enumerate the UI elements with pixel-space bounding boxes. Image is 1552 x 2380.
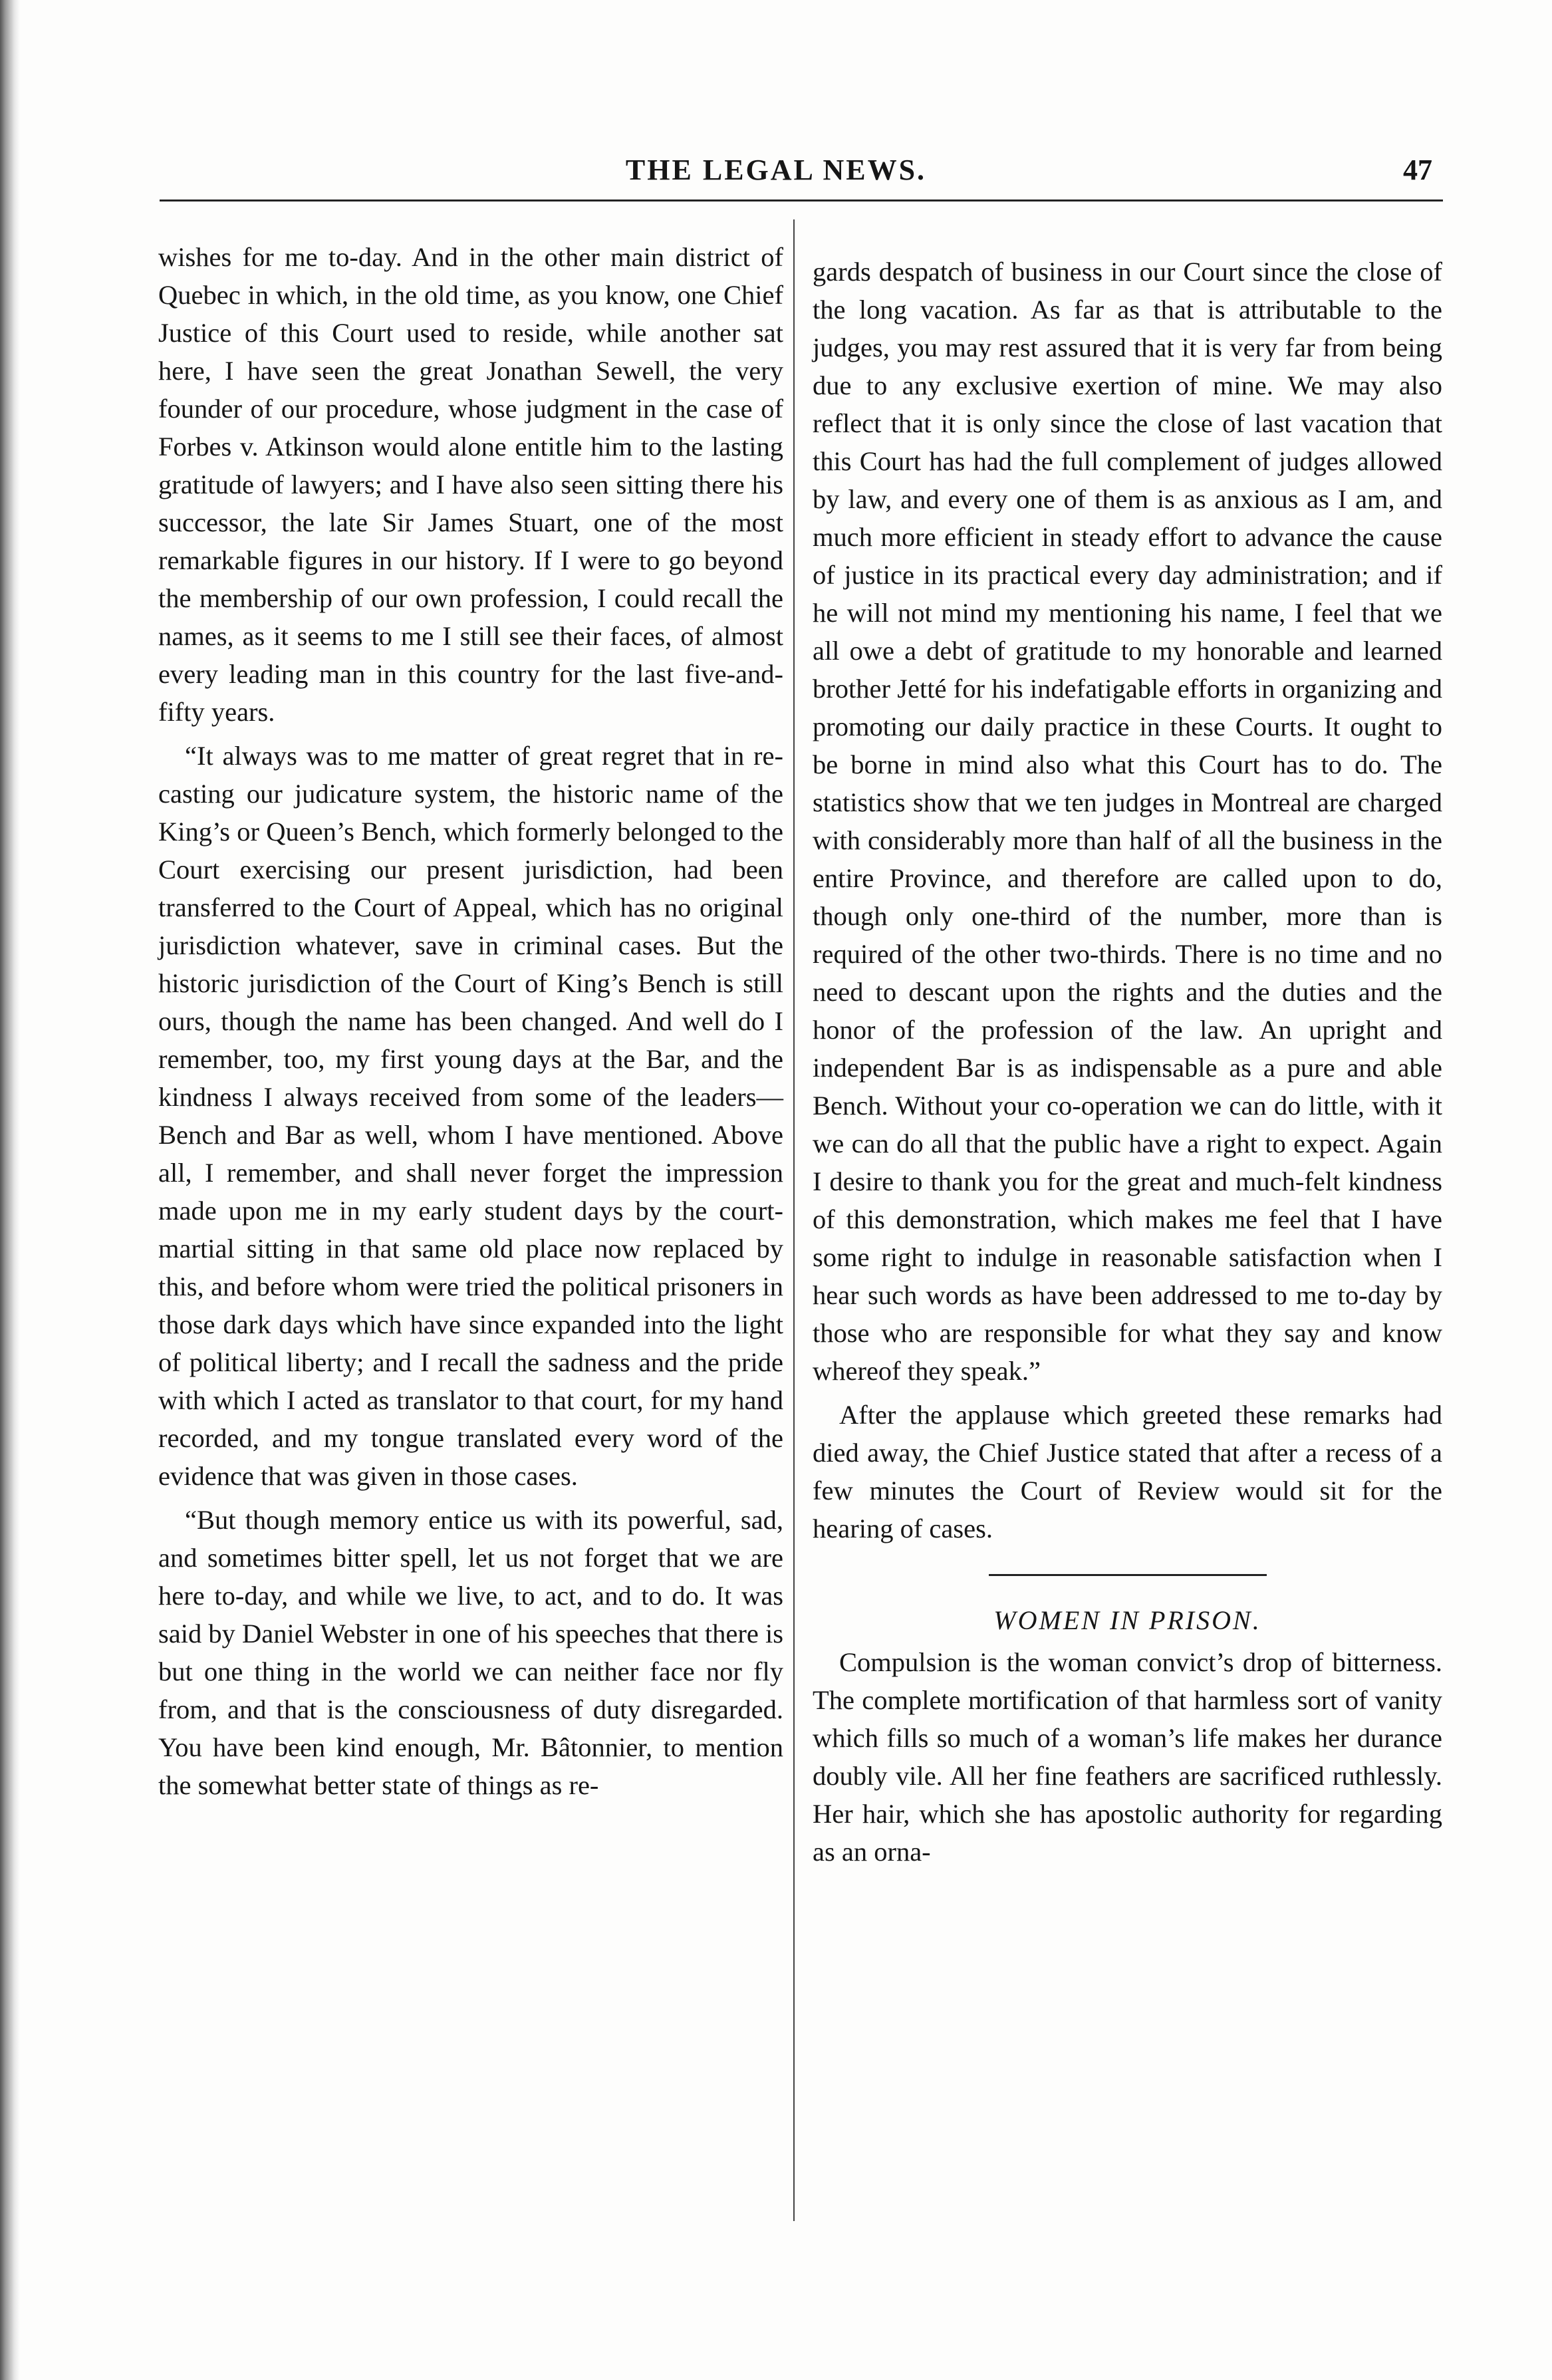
- right-column: [813, 253, 1442, 1877]
- paragraph-continued: wishes for me to-day. And in the other main district of Quebec in which, in the old time, as you know, one Chief Justice of this Court used to reside, while another sat here, I have seen the great Jonathan Sewell, the very founder of our procedure, whose judgment in the case of Forbes v. Atkinson would alone entitle him to the lasting gratitude of lawyers; and I have also seen sitting there his successor, the late Sir James Stuart, one of the most remarkable figures in our history. If I were to go beyond the membership of our own profession, I could recall the names, as it seems to me I still see their faces, of almost every leading man in this country for the last five-and-fifty years.: [158, 242, 783, 727]
- paragraph-applause: After the applause which greeted these remarks had died away, the Chief Justice stated that after a recess of a few minutes the Court of Review would sit for the hearing of cases.: [813, 1400, 1442, 1543]
- journal-title: THE LEGAL NEWS.: [625, 154, 927, 186]
- column-divider: [793, 219, 795, 2221]
- page-edge-shadow: [0, 0, 20, 2380]
- page-number: 47: [1403, 154, 1432, 186]
- paragraph-king-bench: “It always was to me matter of great regret that in re-casting our judicature system, the historic name of the King’s or Queen’s Bench, which formerly belonged to the Court exercising our present jurisdiction, had been transferred to the Court of Appeal, which has no original jurisdiction whatever, save in criminal cases. But the historic jurisdiction of the Court of King’s Bench is still ours, though the name has been changed. And well do I remember, too, my first young days at the Bar, and the kindness I always received from some of the leaders—Bench and Bar as well, whom I have mentioned. Above all, I remember, and shall never forget the impression made upon me in my early student days by the court-martial sitting in that same old place now replaced by this, and before whom were tried the political prisoners in those dark days which have since expanded into the light of political liberty; and I recall the sadness and the pride with which I acted as translator to that court, for my hand recorded, and my tongue translated every word of the evidence that was given in those cases.: [158, 741, 783, 1491]
- paragraph-despatch: gards despatch of business in our Court since the close of the long vacation. As far as that is attributable to the judges, you may rest assured that it is very far from being due to any exclusive exertion of mine. We may also reflect that it is only since the close of last vacation that this Court has had the full complement of judges allowed by law, and every one of them is as anxious as I am, and much more efficient in steady effort to advance the cause of justice in its practical every day administration; and if he will not mind my mentioning his name, I feel that we all owe a debt of gratitude to my honorable and learned brother Jetté for his indefatigable efforts in organizing and promoting our daily practice in these Courts. It ought to be borne in mind also what this Court has to do. The statistics show that we ten judges in Montreal are charged with considerably more than half of all the business in the entire Province, and therefore are called upon to do, though only one-third of the number, more than is required of the other two-thirds. There is no time and no need to descant upon the rights and the duties and the honor of the profession of the law. An upright and independent Bar is as indispensable as a pure and able Bench. Without your co-operation we can do little, with it we can do all that the public have a right to expect. Again I desire to thank you for the great and much-felt kindness of this demonstration, which makes me feel that I have some right to indulge in reasonable satisfaction when I hear such words as have been addressed to me to-day by those who are responsible for what they say and know whereof they speak.”: [813, 257, 1442, 1386]
- paragraph-memory: “But though memory entice us with its powerful, sad, and sometimes bitter spell, let us not forget that we are here to-day, and while we live, to act, and to do. It was said by Daniel Webster in one of his speeches that there is but one thing in the world we can neither face nor fly from, and that is the consciousness of duty disregarded. You have been kind enough, Mr. Bâtonnier, to mention the somewhat better state of things as re-: [158, 1505, 783, 1800]
- section-rule: [989, 1574, 1267, 1576]
- section-title: WOMEN IN PRISON.: [993, 1605, 1261, 1635]
- paragraph-compulsion: Compulsion is the woman convict’s drop of bitterness. The complete mortification of that harmless sort of vanity which fills so much of a woman’s life makes her durance doubly vile. All her fine feathers are sacrificed ruthlessly. Her hair, which she has apostolic authority for regarding as an orna-: [813, 1647, 1442, 1867]
- header-rule: [160, 199, 1443, 201]
- left-column: [158, 238, 783, 1810]
- running-head: [0, 153, 1552, 199]
